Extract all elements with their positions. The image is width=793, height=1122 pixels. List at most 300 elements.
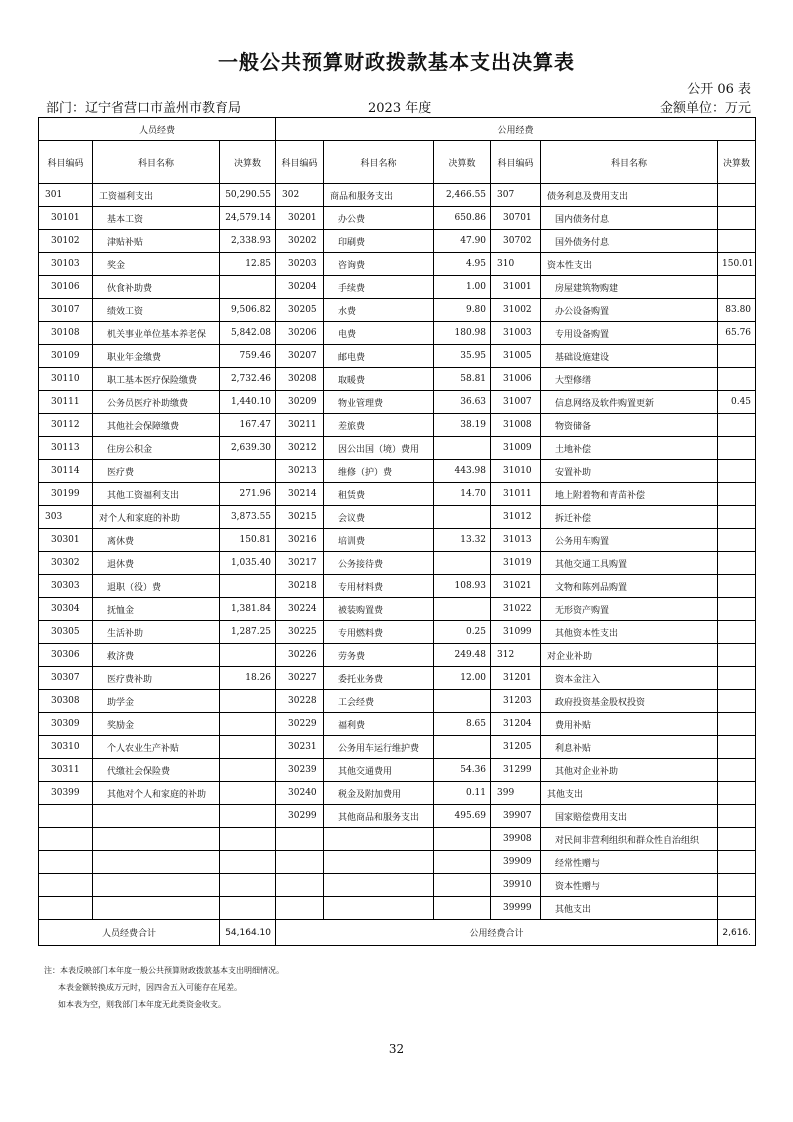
table-row [39,207,756,230]
cell-name: 工会经费 [324,690,434,713]
cell-code: 31005 [491,345,541,368]
cell-code: 30310 [39,736,93,759]
cell-amount: 443.98 [434,460,491,483]
cell-code: 30213 [276,460,324,483]
cell-amount [718,276,756,299]
cell-code: 39909 [491,851,541,874]
cell-code: 30304 [39,598,93,621]
cell-amount: 5,842.08 [220,322,276,345]
cell-amount [718,506,756,529]
cell-code: 31201 [491,667,541,690]
cell-amount: 12.85 [220,253,276,276]
cell-name: 其他支出 [541,897,718,920]
cell-name: 租赁费 [324,483,434,506]
year-label: 2023 年度 [368,101,432,116]
cell-amount [220,782,276,805]
cell-name: 资本性赠与 [541,874,718,897]
cell-name: 工资福利支出 [93,184,220,207]
cell-code: 30203 [276,253,324,276]
cell-name: 职工基本医疗保险缴费 [93,368,220,391]
cell-code: 31012 [491,506,541,529]
cell-code: 30240 [276,782,324,805]
cell-name: 住房公积金 [93,437,220,460]
table-row [39,391,756,414]
header-amount: 决算数 [220,141,276,184]
table-row [39,414,756,437]
cell-amount [220,851,276,874]
cell-amount [220,874,276,897]
cell-name: 无形资产购置 [541,598,718,621]
cell-code: 30202 [276,230,324,253]
cell-amount [434,897,491,920]
cell-amount [718,598,756,621]
cell-name: 商品和服务支出 [324,184,434,207]
cell-name: 利息补贴 [541,736,718,759]
cell-amount [718,552,756,575]
table-row [39,644,756,667]
cell-name: 绩效工资 [93,299,220,322]
cell-name [324,897,434,920]
cell-name: 因公出国（境）费用 [324,437,434,460]
cell-code [276,851,324,874]
cell-name: 公务用车运行维护费 [324,736,434,759]
cell-amount [434,598,491,621]
cell-amount: 4.95 [434,253,491,276]
cell-name: 水费 [324,299,434,322]
cell-code: 30227 [276,667,324,690]
page-number: 32 [388,1042,405,1056]
cell-code: 31010 [491,460,541,483]
cell-name [93,897,220,920]
cell-name: 伙食补助费 [93,276,220,299]
cell-amount [220,713,276,736]
cell-code: 31099 [491,621,541,644]
cell-amount [718,805,756,828]
cell-amount: 35.95 [434,345,491,368]
table-row [39,897,756,920]
cell-name: 对企业补助 [541,644,718,667]
cell-amount: 180.98 [434,322,491,345]
cell-amount: 36.63 [434,391,491,414]
table-row [39,299,756,322]
cell-name: 物业管理费 [324,391,434,414]
cell-amount [718,644,756,667]
public-total-value: 2,616. [718,920,756,946]
cell-name: 抚恤金 [93,598,220,621]
table-row [39,460,756,483]
cell-name: 其他支出 [541,782,718,805]
cell-name: 手续费 [324,276,434,299]
cell-code: 30224 [276,598,324,621]
table-row [39,552,756,575]
cell-name: 其他交通费用 [324,759,434,782]
cell-code: 30110 [39,368,93,391]
table-row [39,782,756,805]
cell-amount [718,414,756,437]
cell-name: 债务利息及费用支出 [541,184,718,207]
cell-code: 30239 [276,759,324,782]
table-row [39,506,756,529]
cell-amount [718,851,756,874]
cell-code [39,897,93,920]
cell-code: 31009 [491,437,541,460]
cell-name: 奖金 [93,253,220,276]
cell-code [39,874,93,897]
personnel-total-label: 人员经费合计 [39,920,220,946]
cell-code: 31008 [491,414,541,437]
cell-code: 307 [491,184,541,207]
cell-code: 30108 [39,322,93,345]
cell-code: 39907 [491,805,541,828]
table-row [39,230,756,253]
cell-amount [220,690,276,713]
cell-code: 310 [491,253,541,276]
cell-code: 30215 [276,506,324,529]
cell-name: 土地补偿 [541,437,718,460]
cell-code: 31204 [491,713,541,736]
cell-code: 30209 [276,391,324,414]
cell-code: 30217 [276,552,324,575]
cell-amount: 650.86 [434,207,491,230]
cell-name: 医疗费 [93,460,220,483]
cell-name: 代缴社会保险费 [93,759,220,782]
cell-name: 会议费 [324,506,434,529]
cell-name: 邮电费 [324,345,434,368]
note-line: 如本表为空，则我部门本年度无此类资金收支。 [58,1000,226,1009]
cell-amount [718,759,756,782]
cell-code: 31019 [491,552,541,575]
cell-name: 其他交通工具购置 [541,552,718,575]
column-header-row [39,141,756,184]
cell-code: 30113 [39,437,93,460]
header-name: 科目名称 [324,141,434,184]
cell-amount: 0.25 [434,621,491,644]
cell-code: 39908 [491,828,541,851]
cell-amount: 12.00 [434,667,491,690]
cell-name: 大型修缮 [541,368,718,391]
cell-name: 奖励金 [93,713,220,736]
note-line: 注：本表反映部门本年度一般公共预算财政拨款基本支出明细情况。 [44,966,284,975]
cell-amount: 54.36 [434,759,491,782]
cell-code: 30103 [39,253,93,276]
cell-code: 302 [276,184,324,207]
cell-amount: 167.47 [220,414,276,437]
table-row [39,437,756,460]
cell-amount [718,345,756,368]
cell-amount: 150.81 [220,529,276,552]
cell-name: 办公设备购置 [541,299,718,322]
cell-amount [220,759,276,782]
cell-amount: 759.46 [220,345,276,368]
cell-code: 30228 [276,690,324,713]
cell-name: 公务接待费 [324,552,434,575]
cell-name: 费用补贴 [541,713,718,736]
table-row [39,529,756,552]
table-row [39,736,756,759]
cell-name: 津贴补贴 [93,230,220,253]
cell-code: 301 [39,184,93,207]
cell-code: 31001 [491,276,541,299]
cell-amount: 50,290.55 [220,184,276,207]
cell-amount [718,690,756,713]
cell-amount: 9.80 [434,299,491,322]
cell-amount: 249.48 [434,644,491,667]
cell-amount [434,736,491,759]
cell-name: 公务用车购置 [541,529,718,552]
cell-name: 印刷费 [324,230,434,253]
cell-name [324,874,434,897]
cell-code [276,874,324,897]
cell-amount [220,460,276,483]
cell-amount: 0.45 [718,391,756,414]
cell-amount [718,713,756,736]
section-personnel: 人员经费 [39,118,276,141]
cell-amount: 9,506.82 [220,299,276,322]
cell-amount: 0.11 [434,782,491,805]
cell-amount: 2,338.93 [220,230,276,253]
cell-code: 30311 [39,759,93,782]
cell-amount [220,276,276,299]
cell-name: 培训费 [324,529,434,552]
cell-amount: 18.26 [220,667,276,690]
cell-name: 拆迁补偿 [541,506,718,529]
cell-code: 30702 [491,230,541,253]
cell-name: 被装购置费 [324,598,434,621]
cell-name: 电费 [324,322,434,345]
cell-amount [718,184,756,207]
cell-amount: 150.01 [718,253,756,276]
cell-name: 医疗费补助 [93,667,220,690]
cell-code [39,828,93,851]
table-row [39,874,756,897]
cell-code: 31003 [491,322,541,345]
cell-name: 经常性赠与 [541,851,718,874]
cell-amount [220,828,276,851]
header-amount: 决算数 [434,141,491,184]
table-row [39,184,756,207]
cell-name: 委托业务费 [324,667,434,690]
section-header-row [39,118,756,141]
cell-code: 30212 [276,437,324,460]
cell-code: 30102 [39,230,93,253]
cell-amount [718,437,756,460]
cell-name [324,851,434,874]
cell-code: 30214 [276,483,324,506]
cell-name: 其他商品和服务支出 [324,805,434,828]
cell-code: 30225 [276,621,324,644]
cell-code: 399 [491,782,541,805]
cell-code: 31002 [491,299,541,322]
cell-name [93,805,220,828]
cell-amount: 24,579.14 [220,207,276,230]
cell-code: 30218 [276,575,324,598]
public-total-label: 公用经费合计 [276,920,718,946]
cell-amount [718,529,756,552]
table-row [39,483,756,506]
cell-amount: 13.32 [434,529,491,552]
form-number: 公开 06 表 [687,82,751,97]
cell-code: 31006 [491,368,541,391]
cell-amount: 14.70 [434,483,491,506]
cell-name: 咨询费 [324,253,434,276]
cell-code [276,897,324,920]
cell-amount [718,368,756,391]
header-code: 科目编码 [39,141,93,184]
cell-name: 助学金 [93,690,220,713]
cell-name: 退休费 [93,552,220,575]
cell-code: 30301 [39,529,93,552]
table-row [39,759,756,782]
cell-name: 劳务费 [324,644,434,667]
cell-code: 31021 [491,575,541,598]
cell-code: 31203 [491,690,541,713]
cell-name [93,874,220,897]
cell-code [39,805,93,828]
table-row [39,253,756,276]
cell-amount: 58.81 [434,368,491,391]
cell-amount [718,207,756,230]
table-row [39,598,756,621]
cell-code: 30305 [39,621,93,644]
cell-amount [434,851,491,874]
table-row [39,690,756,713]
cell-code: 30201 [276,207,324,230]
cell-code: 39999 [491,897,541,920]
cell-code: 30299 [276,805,324,828]
cell-name [93,828,220,851]
expenditure-table [38,117,756,946]
cell-code: 31299 [491,759,541,782]
cell-name: 对个人和家庭的补助 [93,506,220,529]
table-row [39,828,756,851]
cell-name: 办公费 [324,207,434,230]
cell-amount: 2,732.46 [220,368,276,391]
cell-code: 30226 [276,644,324,667]
table-row [39,713,756,736]
cell-code: 30231 [276,736,324,759]
cell-code: 30211 [276,414,324,437]
cell-amount [434,506,491,529]
cell-name: 其他工资福利支出 [93,483,220,506]
cell-code [276,828,324,851]
cell-name: 对民间非营利组织和群众性自治组织 [541,828,718,851]
totals-row [39,920,756,946]
cell-code: 312 [491,644,541,667]
cell-code: 303 [39,506,93,529]
cell-amount [718,460,756,483]
cell-code: 30204 [276,276,324,299]
cell-code: 30107 [39,299,93,322]
cell-code: 30114 [39,460,93,483]
cell-code: 30306 [39,644,93,667]
cell-code: 30229 [276,713,324,736]
table-row [39,805,756,828]
header-name: 科目名称 [93,141,220,184]
cell-amount: 65.76 [718,322,756,345]
cell-name: 专用燃料费 [324,621,434,644]
table-row [39,276,756,299]
cell-code: 31007 [491,391,541,414]
cell-amount: 2,466.55 [434,184,491,207]
cell-name: 其他对个人和家庭的补助 [93,782,220,805]
header-name: 科目名称 [541,141,718,184]
cell-name: 政府投资基金股权投资 [541,690,718,713]
cell-name: 基本工资 [93,207,220,230]
cell-amount [718,874,756,897]
cell-amount [718,230,756,253]
cell-code: 30205 [276,299,324,322]
header-amount: 决算数 [718,141,756,184]
cell-amount [718,828,756,851]
cell-code: 30208 [276,368,324,391]
cell-amount [718,736,756,759]
cell-amount [434,690,491,713]
cell-name: 生活补助 [93,621,220,644]
cell-amount [220,736,276,759]
cell-name: 其他社会保障缴费 [93,414,220,437]
cell-amount [434,874,491,897]
cell-name: 机关事业单位基本养老保 [93,322,220,345]
cell-code: 30308 [39,690,93,713]
cell-code: 30303 [39,575,93,598]
cell-name: 维修（护）费 [324,460,434,483]
note-line: 本表金额转换成万元时，因四舍五入可能存在尾差。 [58,983,242,992]
cell-name: 离休费 [93,529,220,552]
cell-name: 退职（役）费 [93,575,220,598]
cell-code: 30199 [39,483,93,506]
cell-amount: 495.69 [434,805,491,828]
cell-name: 取暖费 [324,368,434,391]
cell-amount [434,828,491,851]
cell-code: 30101 [39,207,93,230]
cell-code [39,851,93,874]
cell-code: 30216 [276,529,324,552]
cell-name: 资本金注入 [541,667,718,690]
cell-code: 30307 [39,667,93,690]
table-row [39,621,756,644]
cell-amount: 8.65 [434,713,491,736]
cell-amount: 1,287.25 [220,621,276,644]
cell-name [324,828,434,851]
unit-label: 金额单位：万元 [659,101,751,116]
personnel-total-value: 54,164.10 [220,920,276,946]
cell-code: 31205 [491,736,541,759]
cell-code: 31013 [491,529,541,552]
cell-name: 国外债务付息 [541,230,718,253]
cell-amount: 83.80 [718,299,756,322]
cell-name: 房屋建筑物购建 [541,276,718,299]
cell-amount: 38.19 [434,414,491,437]
cell-name: 其他资本性支出 [541,621,718,644]
cell-name: 资本性支出 [541,253,718,276]
cell-amount [718,483,756,506]
cell-code: 31011 [491,483,541,506]
cell-name: 安置补助 [541,460,718,483]
cell-name: 差旅费 [324,414,434,437]
cell-amount [434,437,491,460]
cell-amount: 1,035.40 [220,552,276,575]
cell-name: 专用设备购置 [541,322,718,345]
cell-amount [718,667,756,690]
cell-amount: 1.00 [434,276,491,299]
cell-code: 30302 [39,552,93,575]
cell-amount [434,552,491,575]
cell-name [93,851,220,874]
cell-amount: 108.93 [434,575,491,598]
cell-code: 31022 [491,598,541,621]
cell-code: 30206 [276,322,324,345]
department-label: 部门：辽宁省营口市盖州市教育局 [46,101,242,116]
